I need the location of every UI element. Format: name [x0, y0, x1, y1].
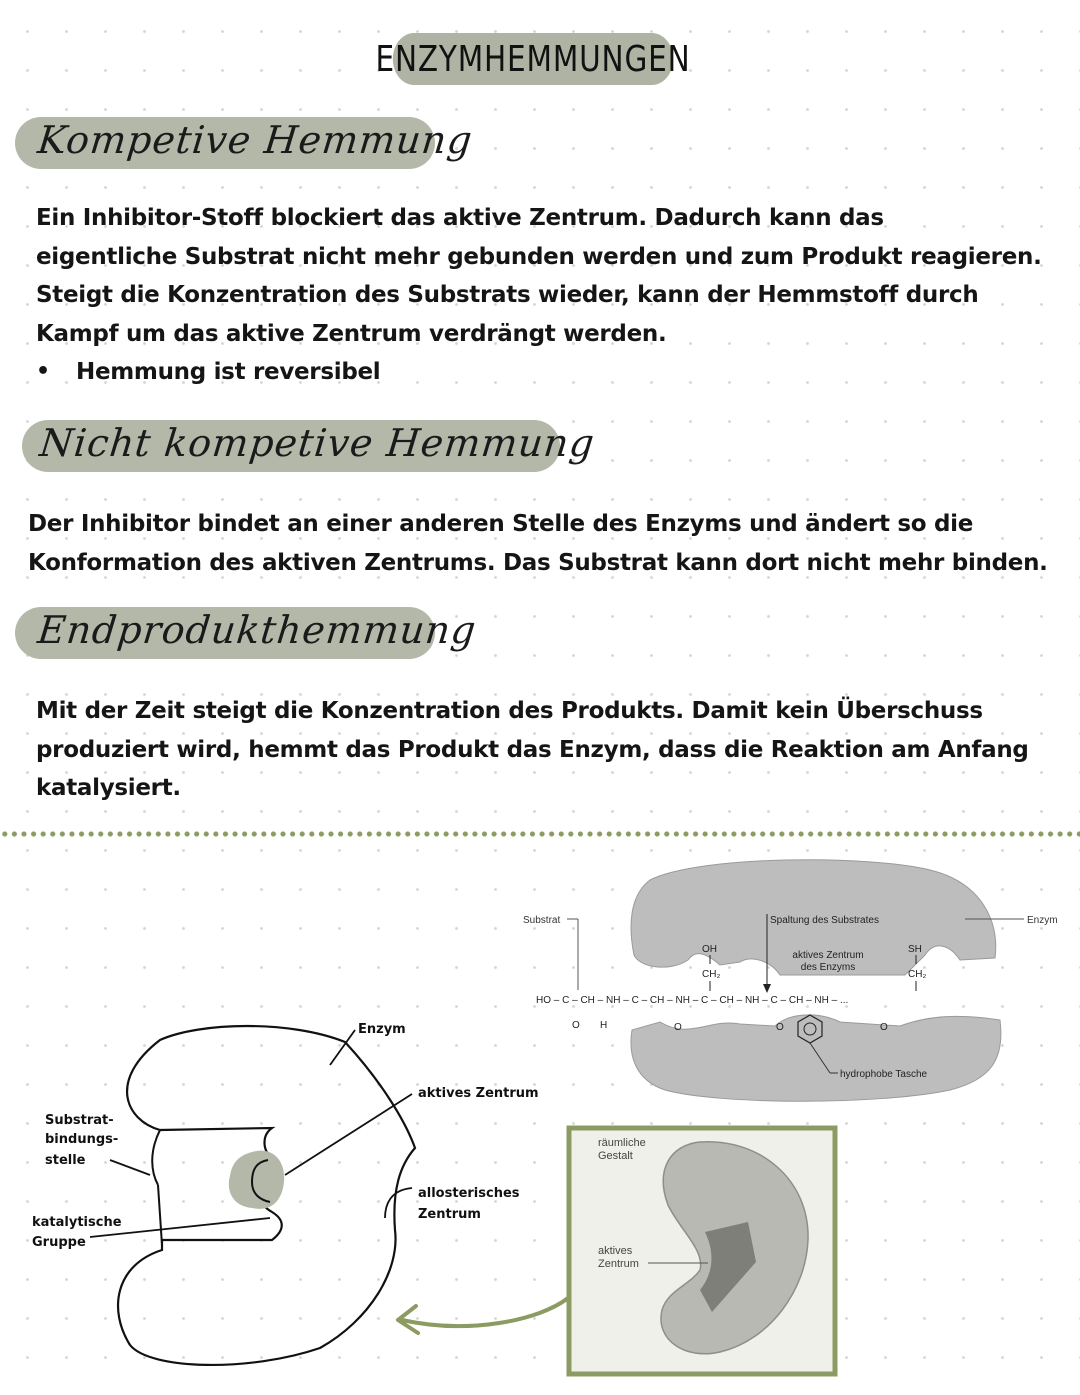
- diagram-area: [0, 840, 1080, 1395]
- bullet-icon: •: [36, 359, 50, 384]
- text-line: eigentliche Substrat nicht mehr gebunden werden und zum Produkt reagieren.: [36, 243, 1042, 270]
- section-heading-nicht-kompetive: Nicht kompetive Hemmung: [37, 421, 597, 465]
- label-katalytisch-2: Gruppe: [32, 1235, 86, 1250]
- label-aktives: aktives: [598, 1245, 633, 1257]
- label-h1: H: [600, 1020, 608, 1031]
- text-line: produziert wird, hemmt das Produkt das Enzym, dass die Reaktion am Anfang: [36, 736, 1029, 763]
- section-heading-endprodukt: Endprodukthemmung: [35, 608, 479, 652]
- bullet-text: Hemmung ist reversibel: [76, 359, 381, 385]
- label-sh: SH: [908, 944, 922, 955]
- label-raeumliche: räumliche: [598, 1137, 646, 1149]
- label-o4: O: [880, 1022, 888, 1033]
- label-aktives-zentrum: aktives Zentrum: [418, 1086, 539, 1101]
- label-chain: HO – C – CH – NH – C – CH – NH – C – CH – NH – C – CH – NH – ...: [536, 995, 849, 1006]
- label-ch2-right: CH₂: [908, 969, 927, 980]
- label-o1: O: [572, 1020, 580, 1031]
- page-title: [375, 33, 691, 85]
- text-line: Mit der Zeit steigt die Konzentration des Produkts. Damit kein Überschuss: [36, 698, 983, 724]
- substrate-binding-bracket: [152, 1130, 160, 1185]
- label-o2: O: [674, 1022, 682, 1033]
- text-line: Ein Inhibitor-Stoff blockiert das aktive Zentrum. Dadurch kann das: [36, 205, 884, 231]
- dotted-divider: [0, 831, 1080, 837]
- label-enzym: Enzym: [358, 1022, 406, 1037]
- text-line: katalysiert.: [36, 775, 181, 801]
- label-oh: OH: [702, 944, 717, 955]
- label-spaltung: Spaltung des Substrates: [770, 915, 879, 926]
- section-text-kompetive: [36, 199, 1042, 392]
- text-line: Kampf um das aktive Zentrum verdrängt werden.: [36, 320, 667, 347]
- green-arrow-icon: [402, 1298, 568, 1326]
- label-ch2-left: CH₂: [702, 969, 721, 980]
- enzyme-substrate-diagram: [523, 860, 1058, 1101]
- label-o3: O: [776, 1022, 784, 1033]
- section-heading-kompetive: Kompetive Hemmung: [35, 118, 475, 162]
- label-aktives-line2: des Enzyms: [800, 962, 856, 973]
- label-substrat-1: Substrat-: [45, 1113, 114, 1128]
- bullet-item: [36, 353, 1042, 392]
- label-allosterisch-2: Zentrum: [418, 1207, 481, 1222]
- text-line: Steigt die Konzentration des Substrats wieder, kann der Hemmstoff durch: [36, 282, 979, 308]
- label-allosterisch-1: allosterisches: [418, 1186, 520, 1201]
- label-aktives-line1: aktives Zentrum: [792, 950, 864, 961]
- label-substrat-3: stelle: [45, 1153, 86, 1168]
- page-title-text: ENZYMHEMMUNGEN: [375, 38, 691, 80]
- 3d-enzyme-picture: [569, 1128, 835, 1374]
- label-katalytisch-1: katalytische: [32, 1215, 122, 1230]
- active-site-blob: [229, 1151, 284, 1209]
- text-line: Der Inhibitor bindet an einer anderen Stelle des Enzyms und ändert so die: [28, 511, 973, 537]
- label-substrat: Substrat: [523, 915, 561, 926]
- label-enzym-top: Enzym: [1027, 915, 1058, 926]
- label-hydrophobe: hydrophobe Tasche: [840, 1069, 928, 1080]
- label-substrat-2: bindungs-: [45, 1132, 119, 1147]
- enzyme-sketch: [32, 1022, 539, 1365]
- section-text-endprodukt: [36, 692, 1029, 808]
- section-text-nicht-kompetive: [28, 505, 1048, 582]
- label-gestalt: Gestalt: [598, 1150, 633, 1162]
- label-zentrum: Zentrum: [598, 1258, 639, 1270]
- text-line: Konformation des aktiven Zentrums. Das Substrat kann dort nicht mehr binden.: [28, 549, 1048, 576]
